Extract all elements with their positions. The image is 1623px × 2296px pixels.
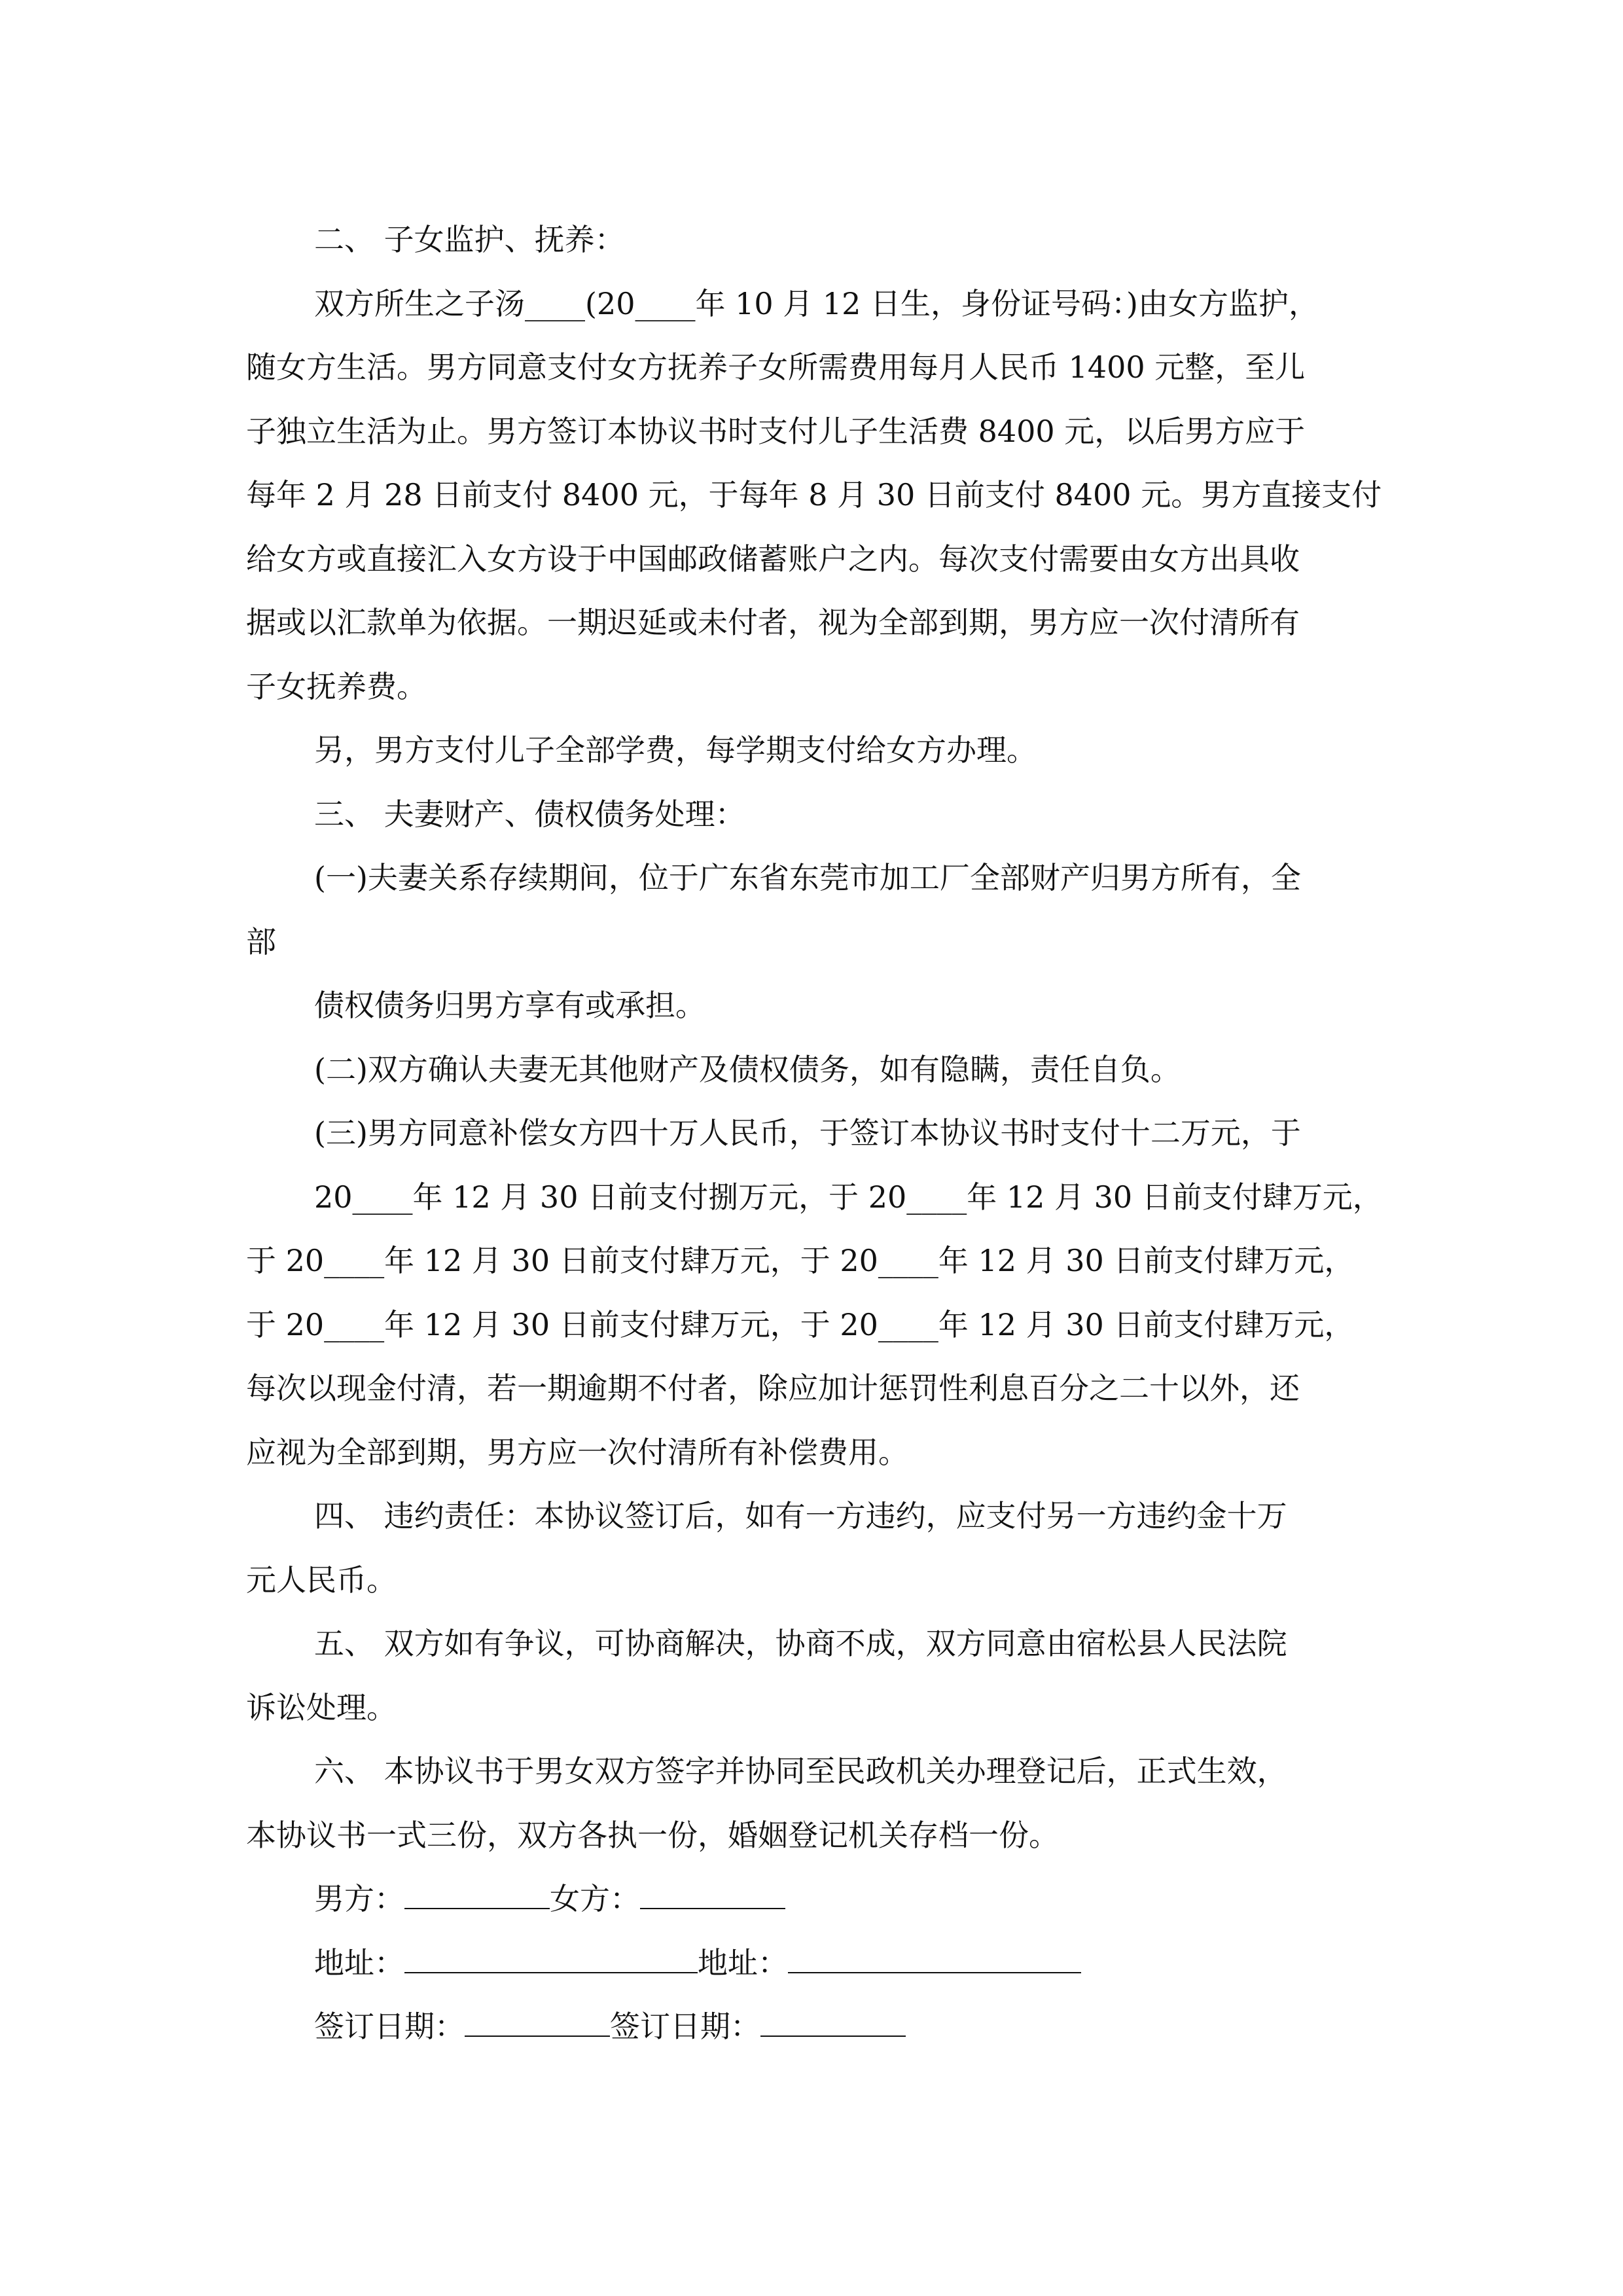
paragraph-line: 双方所生之子汤____(20____年 10 月 12 日生，身份证号码：)由女方监护， xyxy=(314,285,1319,321)
paragraph-list xyxy=(246,208,1385,1867)
paragraph-line: 给女方或直接汇入女方设于中国邮政储蓄账户之内。每次支付需要由女方出具收 xyxy=(246,541,1300,577)
female-party-label: 女方： xyxy=(550,1881,640,1916)
paragraph-line: 子独立生活为止。男方签订本协议书时支付儿子生活费 8400 元，以后男方应于 xyxy=(246,413,1306,449)
paragraph-line: (一)夫妻关系存续期间，位于广东省东莞市加工厂全部财产归男方所有，全 xyxy=(314,860,1301,895)
female-address-blank xyxy=(788,1947,1081,1973)
male-address-blank xyxy=(404,1947,698,1973)
agreement-body xyxy=(246,208,1385,2059)
paragraph-line: 诉讼处理。 xyxy=(246,1689,397,1725)
paragraph-line: 本协议书一式三份，双方各执一份，婚姻登记机关存档一份。 xyxy=(246,1817,1059,1853)
signature-row-date xyxy=(246,1995,1385,2059)
paragraph-line: 于 20____年 12 月 30 日前支付肆万元，于 20____年 12 月 30 日前支付肆万元， xyxy=(246,1306,1355,1342)
paragraph-line: 部 xyxy=(246,924,276,960)
female-address-label: 地址： xyxy=(698,1945,788,1981)
paragraph-line: 另，男方支付儿子全部学费，每学期支付给女方办理。 xyxy=(314,732,1037,768)
paragraph-line: 子女抚养费。 xyxy=(246,668,427,704)
male-date-label: 签订日期： xyxy=(314,2009,465,2044)
paragraph-line: 元人民币。 xyxy=(246,1562,397,1598)
paragraph-line: 20____年 12 月 30 日前支付捌万元，于 20____年 12 月 30 日前支付肆万元， xyxy=(314,1179,1383,1215)
male-party-label: 男方： xyxy=(314,1881,404,1916)
paragraph-line: 随女方生活。男方同意支付女方抚养子女所需费用每月人民币 1400 元整，至儿 xyxy=(246,350,1306,385)
paragraph-line: 于 20____年 12 月 30 日前支付肆万元，于 20____年 12 月 30 日前支付肆万元， xyxy=(246,1243,1355,1278)
female-date-label: 签订日期： xyxy=(610,2009,760,2044)
paragraph-line: 每次以现金付清，若一期逾期不付者，除应加计惩罚性利息百分之二十以外，还 xyxy=(246,1371,1300,1406)
paragraph-line: 债权债务归男方享有或承担。 xyxy=(314,988,705,1023)
paragraph-line: 据或以汇款单为依据。一期迟延或未付者，视为全部到期，男方应一次付清所有 xyxy=(246,605,1300,640)
signature-row-parties xyxy=(246,1867,1385,1931)
paragraph-line: (二)双方确认夫妻无其他财产及债权债务，如有隐瞒，责任自负。 xyxy=(314,1051,1181,1087)
paragraph-line: 六、 本协议书于男女双方签字并协同至民政机关办理登记后，正式生效， xyxy=(314,1753,1287,1789)
paragraph-line: 二、 子女监护、抚养： xyxy=(314,222,625,257)
paragraph-line: 每年 2 月 28 日前支付 8400 元，于每年 8 月 30 日前支付 8400 元。男方直接支付 xyxy=(246,477,1382,512)
paragraph-line: 三、 夫妻财产、债权债务处理： xyxy=(314,796,745,832)
paragraph-line: 应视为全部到期，男方应一次付清所有补偿费用。 xyxy=(246,1434,908,1470)
female-date-blank xyxy=(760,2011,906,2037)
paragraph-line: (三)男方同意补偿女方四十万人民币，于签订本协议书时支付十二万元，于 xyxy=(314,1115,1301,1151)
female-party-blank xyxy=(640,1883,785,1909)
paragraph-line: 四、 违约责任：本协议签订后，如有一方违约，应支付另一方违约金十万 xyxy=(314,1498,1287,1534)
male-party-blank xyxy=(404,1883,550,1909)
male-date-blank xyxy=(465,2011,610,2037)
signature-row-address xyxy=(246,1931,1385,1996)
paragraph-line: 五、 双方如有争议，可协商解决，协商不成，双方同意由宿松县人民法院 xyxy=(314,1626,1287,1661)
male-address-label: 地址： xyxy=(314,1945,404,1981)
